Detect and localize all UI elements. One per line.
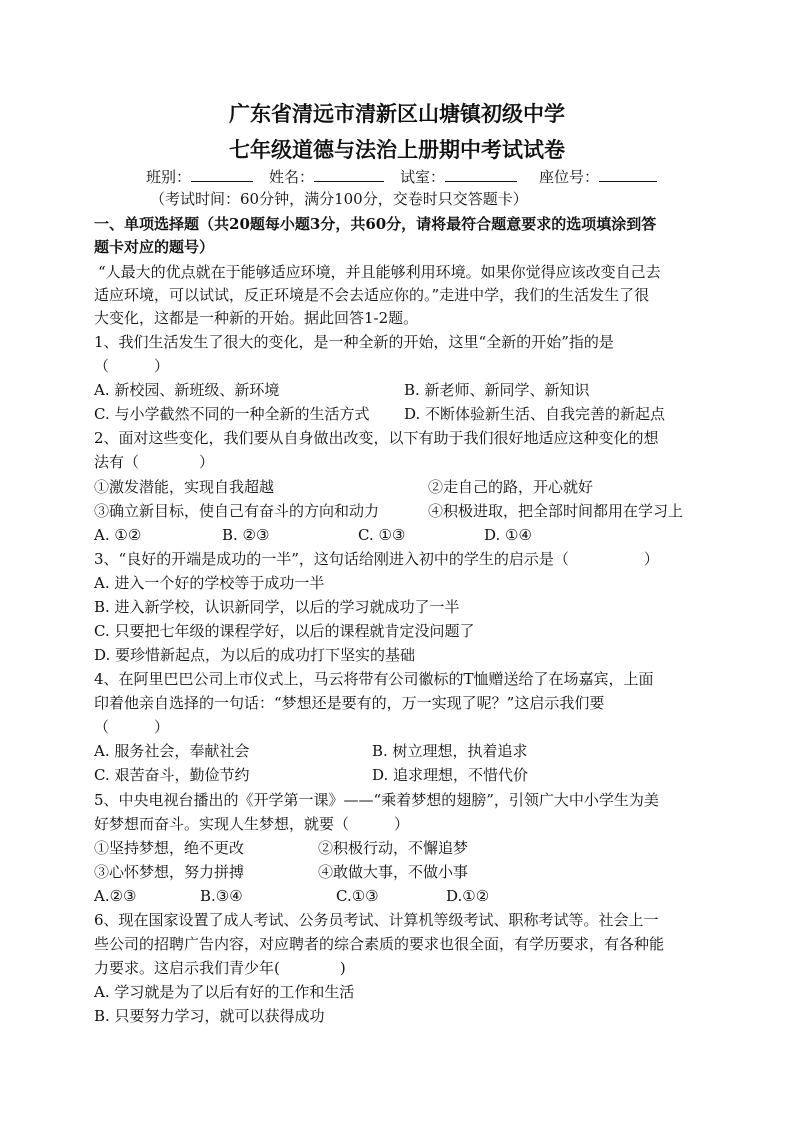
- statement-2: ②积极行动，不懈追梦: [318, 839, 469, 857]
- statement-2: ②走自己的路，开心就好: [428, 478, 594, 496]
- statement-1: ①激发潜能，实现自我超越: [94, 478, 275, 496]
- name-label: 姓名：: [269, 168, 315, 186]
- question-2-stem-cont: 法有（ ）: [94, 453, 215, 471]
- option-a: A. ①②: [94, 526, 142, 544]
- question-6-stem: 6、现在国家设置了成人考试、公务员考试、计算机等级考试、职称考试等。社会上一: [94, 911, 659, 929]
- question-4-stem-cont: 印着他亲自选择的一句话：“梦想还是要有的，万一实现了呢？”这启示我们要: [94, 694, 605, 712]
- option-d: D. 不断体验新生活、自我完善的新起点: [404, 405, 666, 423]
- question-4-stem: 4、在阿里巴巴公司上市仪式上，马云将带有公司徽标的T恤赠送给了在场嘉宾，上面: [94, 670, 654, 688]
- option-d: D. 要珍惜新起点，为以后的成功打下坚实的基础: [94, 646, 416, 664]
- exam-note: （考试时间：60分钟，满分100分，交卷时只交答题卡）: [150, 190, 528, 208]
- option-c: C. 与小学截然不同的一种全新的生活方式: [94, 405, 370, 423]
- option-c: C.①③: [336, 887, 379, 905]
- option-b: B. 进入新学校，认识新同学，以后的学习就成功了一半: [94, 598, 460, 616]
- option-d: D. ①④: [484, 526, 532, 544]
- exam-title: 七年级道德与法治上册期中考试试卷: [229, 137, 565, 162]
- option-a: A. 进入一个好的学校等于成功一半: [94, 574, 325, 592]
- option-c: C. 只要把七年级的课程学好，以后的课程就肯定没问题了: [94, 622, 475, 640]
- option-b: B. 只要努力学习，就可以获得成功: [94, 1007, 325, 1025]
- section-heading: 一、单项选择题（共20题每小题3分，共60分，请将最符合题意要求的选项填涂到答: [94, 215, 657, 233]
- option-a: A. 新校园、新班级、新环境: [94, 381, 280, 399]
- statement-4: ④敢做大事，不做小事: [318, 863, 469, 881]
- room-label: 试室：: [400, 168, 446, 186]
- statement-4: ④积极进取，把全部时间都用在学习上: [428, 502, 684, 520]
- option-c: C. 艰苦奋斗，勤俭节约: [94, 766, 250, 784]
- question-2-stem: 2、面对这些变化，我们要从自身做出改变，以下有助于我们很好地适应这种变化的想: [94, 429, 659, 447]
- option-a: A. 服务社会，奉献社会: [94, 742, 250, 760]
- question-1-answer-blank: （ ）: [94, 357, 170, 375]
- statement-3: ③心怀梦想，努力拼搏: [94, 863, 245, 881]
- seat-label: 座位号：: [539, 168, 600, 186]
- option-a: A. 学习就是为了以后有好的工作和生活: [94, 983, 355, 1001]
- student-info-line: [146, 166, 657, 187]
- option-d: D.①②: [446, 887, 490, 905]
- statement-1: ①坚持梦想，绝不更改: [94, 839, 245, 857]
- question-6-stem-cont: 力要求。这启示我们青少年( ): [94, 959, 346, 977]
- option-d: D. 追求理想，不惜代价: [372, 766, 529, 784]
- option-b: B.③④: [200, 887, 243, 905]
- question-3-stem: 3、“良好的开端是成功的一半”，这句话给刚进入初中的学生的启示是（ ）: [94, 550, 659, 568]
- passage-line: “人最大的优点就在于能够适应环境，并且能够利用环境。如果你觉得应该改变自己去: [98, 263, 661, 281]
- passage-line: 适应环境，可以试试，反正环境是不会去适应你的。”走进中学，我们的生活发生了很: [94, 286, 650, 304]
- class-label: 班别：: [146, 168, 192, 186]
- passage-line: 大变化，这都是一种新的开始。据此回答1-2题。: [94, 309, 419, 327]
- question-4-answer-blank: （ ）: [94, 718, 170, 736]
- question-6-stem-cont: 些公司的招聘广告内容，对应聘者的综合素质的要求也很全面，有学历要求，有各种能: [94, 935, 665, 953]
- name-blank: [314, 166, 384, 182]
- option-b: B. ②③: [222, 526, 270, 544]
- option-b: B. 树立理想，执着追求: [372, 742, 528, 760]
- question-1-stem: 1、我们生活发生了很大的变化，是一种全新的开始，这里“全新的开始”指的是: [94, 333, 614, 351]
- question-5-stem-cont: 好梦想而奋斗。实现人生梦想，就要（ ）: [94, 815, 410, 833]
- option-a: A.②③: [94, 887, 137, 905]
- option-b: B. 新老师、新同学、新知识: [404, 381, 590, 399]
- statement-3: ③确立新目标，使自己有奋斗的方向和动力: [94, 502, 380, 520]
- school-title: 广东省清远市清新区山塘镇初级中学: [229, 101, 565, 126]
- option-c: C. ①③: [358, 526, 406, 544]
- room-blank: [445, 166, 517, 182]
- seat-blank: [599, 166, 657, 182]
- section-heading-cont: 题卡对应的题号）: [94, 238, 215, 256]
- question-5-stem: 5、中央电视台播出的《开学第一课》——“乘着梦想的翅膀”，引领广大中小学生为美: [94, 791, 659, 809]
- class-blank: [191, 166, 253, 182]
